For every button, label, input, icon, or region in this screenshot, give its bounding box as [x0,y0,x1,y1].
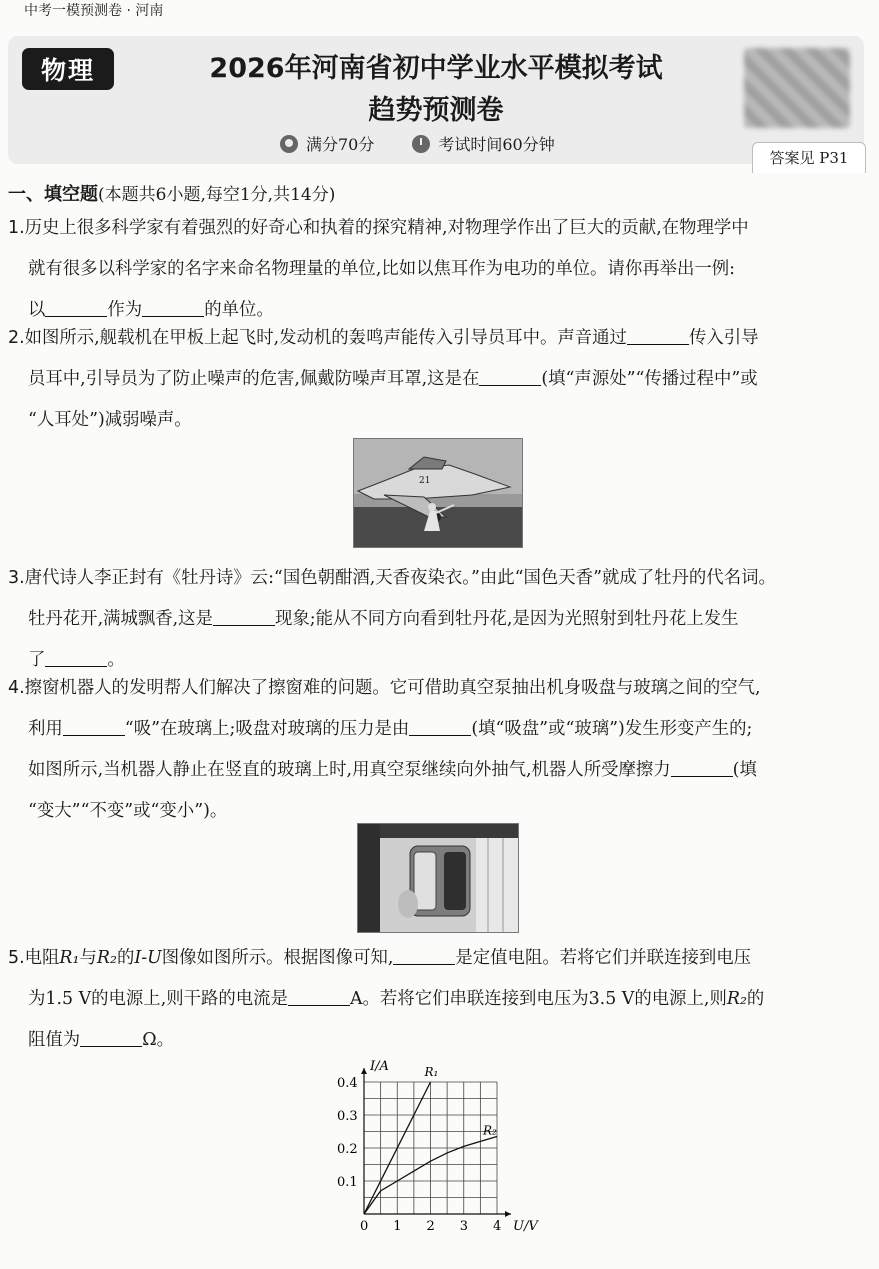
iu-symbol: I-U [134,948,162,968]
q5-text: 的 [116,948,135,968]
r2-symbol: R₂ [96,948,117,968]
q4-text: “吸”在玻璃上;吸盘对玻璃的压力是由 [124,719,410,739]
section-title: 一、填空题 [8,184,98,205]
question-number: 3. [8,568,25,588]
q3-text: 唐代诗人李正封有《牡丹诗》云:“国色朝酣酒,天香夜染衣。”由此“国色天香”就成了牡丹的代名词。 [24,568,776,588]
q1-line1: 历史上很多科学家有着强烈的好奇心和执着的探究精神,对物理学作出了巨大的贡献,在物理学中 [24,218,749,238]
answer-blank[interactable] [142,298,204,317]
iu-chart [330,1052,540,1232]
answer-blank[interactable] [45,298,107,317]
q2-text: “人耳处”)减弱噪声。 [28,410,192,430]
x-tick-label: 0 [360,1219,369,1232]
q1-text: 的单位。 [204,300,274,320]
series-label-1: R₁ [424,1065,439,1079]
q2-text: 员耳中,引导员为了防止噪声的危害,佩戴防噪声耳罩,这是在 [28,369,480,389]
question-3 [8,558,864,681]
q2-text: 如图所示,舰载机在甲板上起飞时,发动机的轰鸣声能传入引导员耳中。声音通过 [24,328,627,348]
q4-text: (填 [732,760,757,780]
header-label: 中考一模预测卷 · 河南 [24,3,164,19]
answer-blank[interactable] [393,946,455,965]
q3-text: 牡丹花开,满城飘香,这是 [28,609,213,629]
subject-badge: 物理 [22,48,114,90]
x-axis-arrow [505,1211,511,1217]
blurred-qr-code [744,48,850,128]
question-number: 1. [8,218,25,238]
q3-text: 现象;能从不同方向看到牡丹花,是因为光照射到牡丹花上发生 [274,609,739,629]
answer-blank[interactable] [671,758,733,777]
full-score [280,132,374,155]
y-tick-label: 0.2 [337,1142,358,1157]
iu-chart-svg [330,1052,540,1232]
q5-text: 与 [79,948,97,968]
y-axis-arrow [361,1068,367,1074]
answer-blank[interactable] [63,717,125,736]
answer-reference: 答案见 P31 [752,142,866,173]
q1-line2: 就有很多以科学家的名字来命名物理量的单位,比如以焦耳作为电功的单位。请你再举出一例: [28,259,736,279]
section-heading [8,180,335,206]
q3-text: 了 [28,650,46,670]
answer-blank[interactable] [288,987,350,1006]
y-tick-label: 0.4 [337,1076,358,1091]
q5-text: 阻值为 [28,1030,81,1050]
y-tick-label: 0.1 [337,1175,358,1190]
question-4 [8,668,864,832]
q4-text: “变大”“不变”或“变小”)。 [28,801,228,821]
q5-text: 电阻 [24,948,60,968]
q5-text: Ω。 [142,1030,174,1050]
exam-banner [8,36,864,167]
question-number: 5. [8,948,25,968]
q5-text: 为1.5 V的电源上,则干路的电流是 [28,989,288,1009]
exam-time-text: 考试时间60分钟 [438,135,555,154]
question-5 [8,938,864,1061]
exam-meta [280,132,555,155]
series-label-2: R₂ [483,1123,497,1138]
answer-blank[interactable] [45,648,107,667]
q1-text: 作为 [107,300,143,320]
q4-text: 如图所示,当机器人静止在竖直的玻璃上时,用真空泵继续向外抽气,机器人所受摩擦力 [28,760,671,780]
jet-number: 21 [419,476,431,486]
answer-blank[interactable] [80,1028,142,1047]
carrier-jet-photo [353,438,523,548]
q2-text: (填“声源处”“传播过程中”或 [541,369,758,389]
r2-symbol: R₂ [726,989,747,1009]
exam-time [412,132,554,155]
question-2 [8,318,864,441]
y-tick-label: 0.3 [337,1109,358,1124]
exam-title: 2026年河南省初中学业水平模拟考试 [209,53,663,84]
q2-text: 传入引导 [688,328,759,348]
section-note: (本题共6小题,每空1分,共14分) [98,185,336,205]
x-tick-label: 2 [426,1219,435,1232]
r1-symbol: R₁ [59,948,80,968]
x-axis-label: U/V [513,1219,538,1232]
answer-blank[interactable] [479,367,541,386]
answer-blank[interactable] [409,717,471,736]
x-tick-label: 1 [393,1219,402,1232]
full-score-text: 满分70分 [306,135,375,154]
q4-text: (填“吸盘”或“玻璃”)发生形变产生的; [471,719,753,739]
answer-blank[interactable] [213,607,275,626]
question-number: 2. [8,328,25,348]
question-1 [8,208,864,331]
q5-text: 图像如图所示。根据图像可知, [161,948,394,968]
x-tick-label: 4 [493,1219,502,1232]
q3-text: 。 [107,650,125,670]
q5-text: A。若将它们串联连接到电压为3.5 V的电源上,则 [349,989,727,1009]
x-tick-label: 3 [459,1219,469,1232]
q5-text: 是定值电阻。若将它们并联连接到电压 [455,948,752,968]
y-axis-label: I/A [370,1059,389,1074]
clock-icon [412,135,430,153]
q1-text: 以 [28,300,46,320]
award-icon [280,135,298,153]
q5-text: 的 [746,989,765,1009]
answer-blank[interactable] [627,326,689,345]
exam-subtitle: 趋势预测卷 [368,95,504,126]
window-robot-photo [357,823,519,933]
question-number: 4. [8,678,25,698]
q4-text: 利用 [28,719,63,739]
q4-text: 擦窗机器人的发明帮人们解决了擦窗难的问题。它可借助真空泵抽出机身吸盘与玻璃之间的空气, [24,678,761,698]
